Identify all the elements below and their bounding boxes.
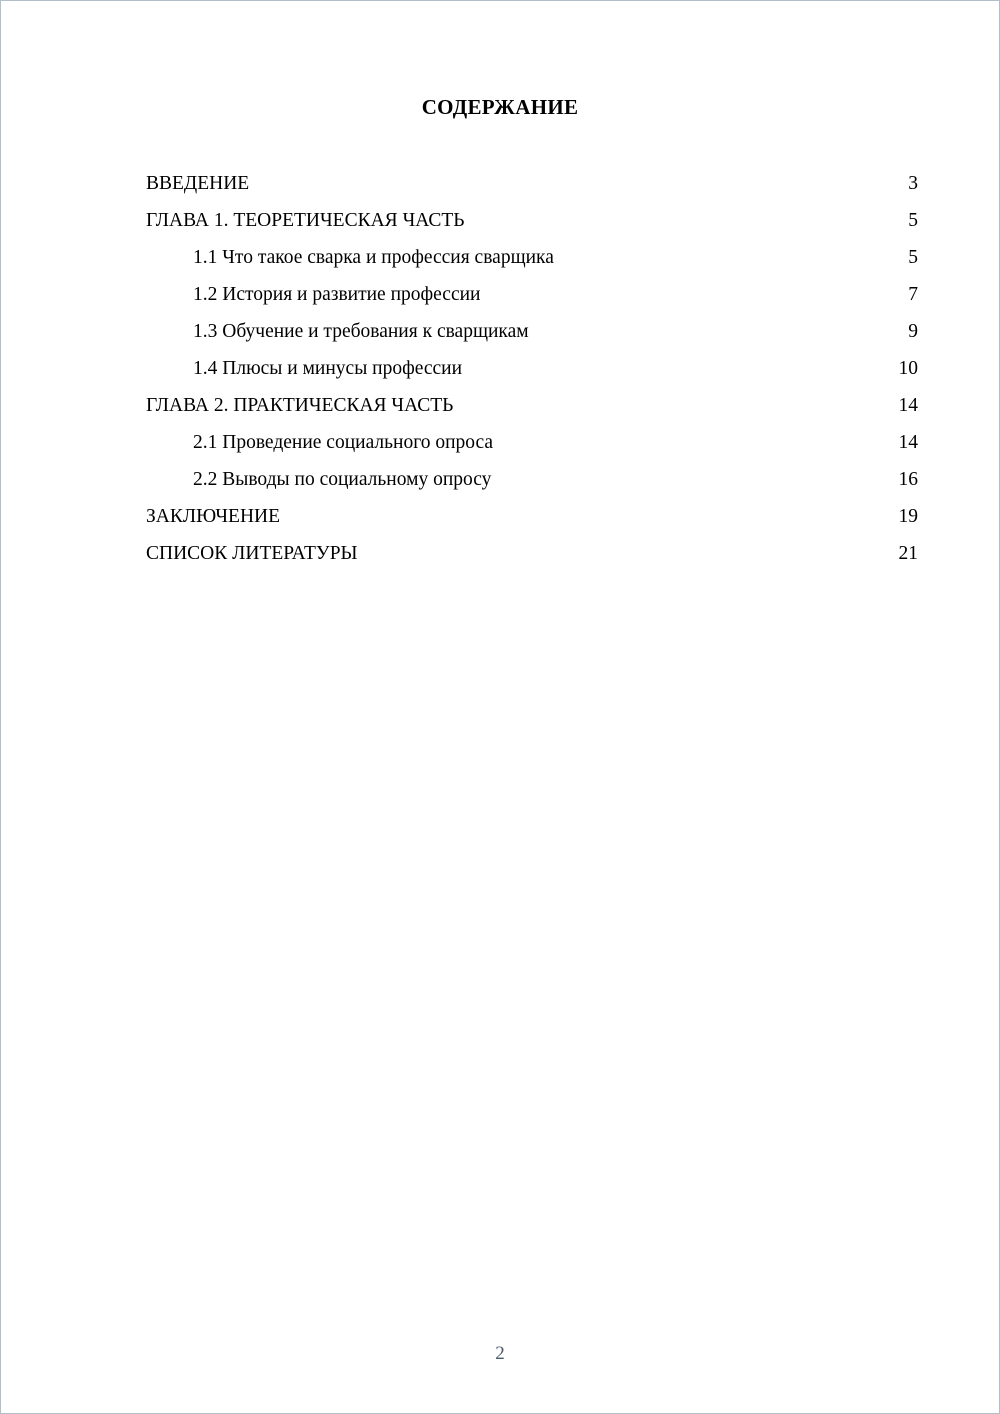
- toc-entry: [146, 498, 918, 535]
- table-of-contents: [146, 165, 918, 572]
- toc-entry: [146, 424, 918, 461]
- toc-entry: [146, 239, 918, 276]
- page-number: 2: [495, 1343, 505, 1364]
- toc-entry-page-number: 9: [908, 321, 918, 342]
- toc-entry-label: 2.1 Проведение социального опроса: [193, 432, 494, 453]
- toc-entry-label: ВВЕДЕНИЕ: [146, 173, 250, 194]
- toc-entry-label: 1.4 Плюсы и минусы профессии: [193, 358, 463, 379]
- toc-entry-label: ГЛАВА 1. ТЕОРЕТИЧЕСКАЯ ЧАСТЬ: [146, 210, 465, 231]
- toc-entry-page-number: 5: [908, 247, 918, 268]
- toc-entry: [146, 165, 918, 202]
- toc-entry-label: ЗАКЛЮЧЕНИЕ: [146, 506, 281, 527]
- toc-entry-label: СПИСОК ЛИТЕРАТУРЫ: [146, 543, 358, 564]
- toc-entry: [146, 350, 918, 387]
- toc-entry-page-number: 10: [898, 358, 918, 379]
- toc-entry-label: 1.3 Обучение и требования к сварщикам: [193, 321, 529, 342]
- toc-entry-page-number: 3: [908, 173, 918, 194]
- toc-entry-label: 2.2 Выводы по социальному опросу: [193, 469, 492, 490]
- toc-entry-page-number: 21: [898, 543, 918, 564]
- toc-entry-label: ГЛАВА 2. ПРАКТИЧЕСКАЯ ЧАСТЬ: [146, 395, 454, 416]
- toc-entry: [146, 276, 918, 313]
- toc-entry-label: 1.2 История и развитие профессии: [193, 284, 481, 305]
- toc-entry-page-number: 14: [898, 395, 918, 416]
- toc-entry-page-number: 16: [898, 469, 918, 490]
- toc-entry-page-number: 19: [898, 506, 918, 527]
- toc-entry: [146, 387, 918, 424]
- toc-entry: [146, 313, 918, 350]
- page-title: СОДЕРЖАНИЕ: [421, 95, 579, 119]
- toc-entry-page-number: 7: [908, 284, 918, 305]
- toc-entry-page-number: 14: [898, 432, 918, 453]
- toc-entry-label: 1.1 Что такое сварка и профессия сварщика: [193, 247, 554, 268]
- toc-entry: [146, 461, 918, 498]
- toc-entry: [146, 535, 918, 572]
- toc-entry-page-number: 5: [908, 210, 918, 231]
- toc-entry: [146, 202, 918, 239]
